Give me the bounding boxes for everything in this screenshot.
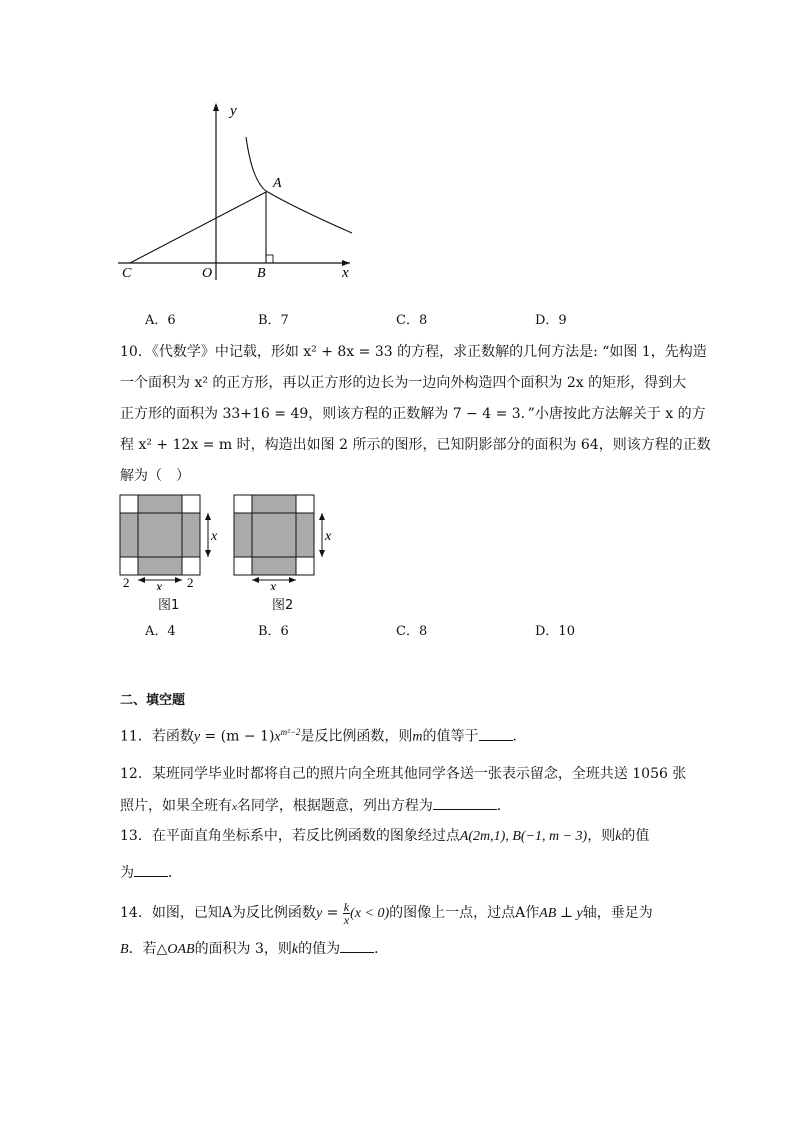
fig2-shaded-cross-horizontal [234, 513, 314, 557]
point-A-label: A [273, 176, 282, 191]
q12-answer-blank[interactable] [433, 795, 497, 810]
point-B-label: B [257, 266, 266, 281]
q11-answer-blank[interactable] [479, 726, 513, 741]
q14-line-1 [120, 899, 653, 928]
q14-frac-den: x [343, 912, 350, 927]
q14-k: k [291, 942, 299, 957]
q10-option-b[interactable]: B．6 [258, 624, 289, 639]
right-angle-mark [266, 255, 273, 263]
fig1-shaded-cross-horizontal [120, 513, 200, 557]
q14-line2-post: 的面积为 3，则 [194, 941, 292, 957]
q13-answer-blank[interactable] [134, 862, 168, 877]
y-axis-label: y [230, 103, 237, 119]
q11-exp: m²−2 [280, 727, 301, 737]
q14-pre: 14．如图，已知A为反比例函数 [120, 905, 316, 921]
q13-k: k [615, 829, 622, 844]
q14-ab: AB ⊥ y [539, 906, 583, 921]
fig1-caption: 图1 [158, 598, 180, 613]
q10-option-d[interactable]: D．10 [535, 624, 575, 639]
fig2-x-bottom: x [270, 580, 277, 590]
q13-line2: 为 [120, 865, 134, 881]
q14-b: B [120, 942, 129, 957]
q14-tail: 轴，垂足为 [582, 905, 653, 921]
q9-option-b[interactable]: B．7 [258, 313, 289, 328]
q14-oab: OAB [167, 942, 195, 957]
q11-end: ． [512, 728, 527, 745]
q9-option-d[interactable]: D．9 [535, 313, 567, 328]
q13-tail: 的值 [621, 828, 650, 844]
q11-post: 是反比例函数，则 [300, 728, 413, 745]
q9-option-c[interactable]: C．8 [396, 313, 428, 328]
inverse-function-graph [110, 95, 370, 285]
point-C-label: C [122, 266, 132, 281]
figure-1 [115, 490, 225, 590]
q11-pre: 11．若函数 [120, 728, 194, 745]
q10-line-3: 正方形的面积为 33+16 = 49，则该方程的正数解为 7 − 4 = 3．”小唐按此方法解关于 x 的方 [120, 406, 706, 422]
q10-line-5: 解为（ ） [120, 468, 190, 484]
hyperbola-curve [246, 137, 352, 233]
q11-line [120, 722, 527, 748]
fig1-x-bottom: x [156, 580, 163, 590]
q13-pre: 13．在平面直角坐标系中，若反比例函数的图象经过点 [120, 828, 460, 844]
fig1-x-right: x [211, 529, 218, 544]
q14-y: y [315, 906, 323, 921]
q11-m: m [412, 729, 423, 745]
y-axis-arrow [213, 103, 219, 111]
q11-eq: = (m − 1) [200, 728, 275, 745]
fig2-x-right: x [325, 529, 332, 544]
origin-label: O [202, 266, 213, 281]
q14-mid: ．若△ [128, 941, 168, 957]
q14-post: 的图像上一点，过点A作 [389, 905, 540, 921]
q10-option-c[interactable]: C．8 [396, 624, 428, 639]
q11-tail: 的值等于 [422, 728, 479, 745]
q12-line-2 [120, 795, 511, 817]
q13-line-1 [120, 826, 649, 847]
figure-2 [229, 490, 339, 590]
q13-line-2 [120, 862, 182, 883]
q10-line-1: 10．《代数学》中记载，形如 x² + 8x = 33 的方程，求正数解的几何方法是: “如图 1，先构造 [120, 344, 707, 360]
q14-line-2 [120, 938, 388, 960]
q14-line2-tail: 的值为 [298, 941, 341, 957]
q12-line-1: 12．某班同学毕业时都将自己的照片向全班其他同学各送一张表示留念，全班共送 1056 张 [120, 766, 687, 782]
q10-line-4: 程 x² + 12x = m 时，构造出如图 2 所示的图形，已知阴影部分的面积为 64，则该方程的正数 [120, 437, 711, 453]
q10-line-2: 一个面积为 x² 的正方形，再以正方形的边长为一边向外构造四个面积为 2x 的矩形，得到大 [120, 375, 687, 391]
fig1-two-left: 2 [123, 575, 130, 590]
q12-line2-post: 名同学，根据题意，列出方程为 [236, 798, 433, 814]
q12-line2-pre: 照片，如果全班有 [120, 798, 232, 814]
q9-option-a[interactable]: A．6 [145, 313, 176, 328]
q14-answer-blank[interactable] [340, 938, 374, 953]
q11-x: x [274, 729, 281, 745]
q14-eq: = [322, 905, 343, 921]
q12-x: x [232, 801, 237, 813]
q13-end: ． [168, 865, 182, 881]
section-title-fill-in: 二、填空题 [120, 693, 186, 708]
fig2-caption: 图2 [272, 598, 294, 613]
q14-frac-num: k [343, 899, 350, 914]
fig1-two-right: 2 [187, 575, 194, 590]
q13-post: ，则 [587, 828, 616, 844]
q12-end: ． [496, 798, 511, 814]
q14-end: ． [374, 941, 389, 957]
segment-CA [130, 192, 266, 263]
q11-y: y [193, 729, 201, 745]
q13-points: A(2m,1), B(−1, m − 3) [459, 829, 588, 844]
q10-option-a[interactable]: A．4 [145, 624, 176, 639]
x-axis-label: x [342, 265, 349, 281]
q14-cond: (x < 0) [350, 906, 390, 921]
